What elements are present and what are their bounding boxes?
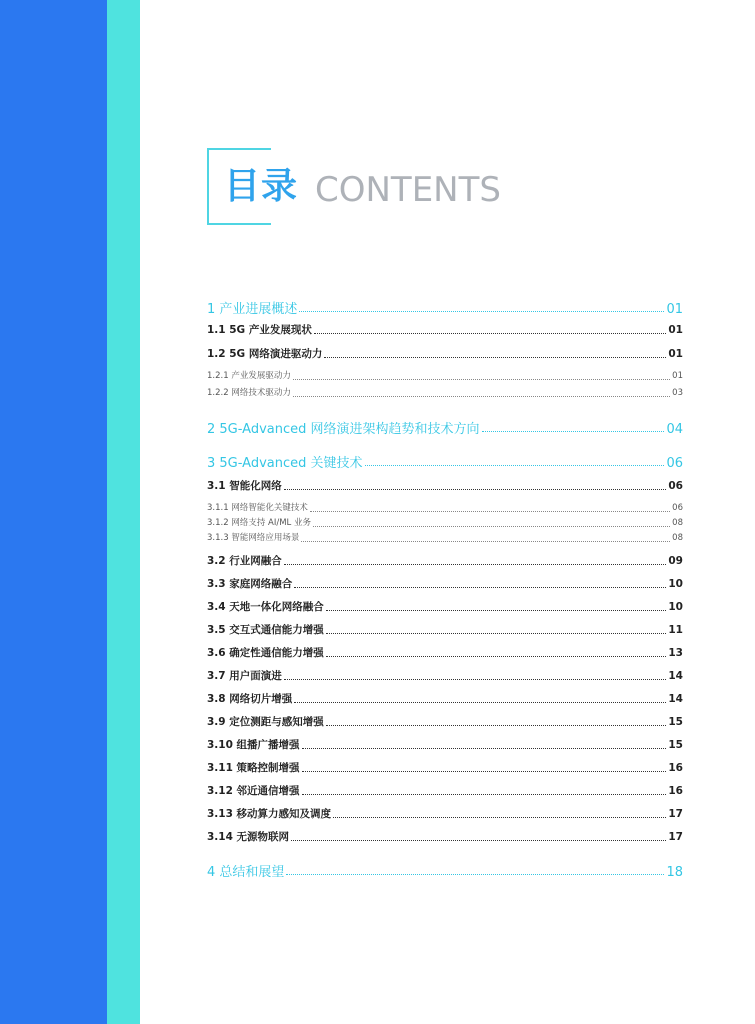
toc-entry-label: 3.1 智能化网络 <box>207 480 282 492</box>
toc-entry-page: 01 <box>668 348 683 360</box>
toc-entry-label: 3.8 网络切片增强 <box>207 693 293 705</box>
toc-dot-leader <box>314 333 667 334</box>
toc-entry-label: 3 5G-Advanced 关键技术 <box>207 456 363 471</box>
toc-entry-page: 11 <box>668 624 683 636</box>
toc-entry-label: 3.6 确定性通信能力增强 <box>207 647 324 659</box>
toc-dot-leader <box>286 874 664 875</box>
toc-entry-label: 1 产业进展概述 <box>207 302 298 317</box>
toc-entry-page: 10 <box>668 601 683 613</box>
toc-entry[interactable] <box>207 322 683 337</box>
toc-entry-label: 1.1 5G 产业发展现状 <box>207 324 312 336</box>
page-title-en: CONTENTS <box>315 170 501 210</box>
toc-dot-leader <box>326 725 667 726</box>
toc-entry-page: 16 <box>668 762 683 774</box>
toc-entry-page: 08 <box>672 518 683 528</box>
toc-entry[interactable] <box>207 691 683 706</box>
toc-entry-page: 16 <box>668 785 683 797</box>
toc-entry-page: 15 <box>668 739 683 751</box>
toc-entry[interactable] <box>207 501 683 513</box>
toc-dot-leader <box>324 357 666 358</box>
toc-entry-page: 17 <box>668 831 683 843</box>
toc-entry[interactable] <box>207 553 683 568</box>
toc-entry-label: 3.5 交互式通信能力增强 <box>207 624 324 636</box>
toc-dot-leader <box>302 771 667 772</box>
toc-entry-page: 13 <box>668 647 683 659</box>
toc-dot-leader <box>291 840 666 841</box>
toc-entry-page: 10 <box>668 578 683 590</box>
toc-entry-label: 3.10 组播广播增强 <box>207 739 300 751</box>
toc-entry-page: 17 <box>668 808 683 820</box>
toc-entry-page: 06 <box>666 456 683 471</box>
toc-entry[interactable] <box>207 668 683 683</box>
toc-entry[interactable] <box>207 714 683 729</box>
toc-entry[interactable] <box>207 806 683 821</box>
toc-entry-page: 18 <box>666 865 683 880</box>
toc-entry-page: 15 <box>668 716 683 728</box>
toc-entry-label: 2 5G-Advanced 网络演进架构趋势和技术方向 <box>207 422 480 437</box>
toc-entry[interactable] <box>207 861 683 880</box>
toc-entry[interactable] <box>207 298 683 317</box>
toc-dot-leader <box>482 431 665 432</box>
toc-entry[interactable] <box>207 516 683 528</box>
toc-dot-leader <box>326 656 667 657</box>
toc-dot-leader <box>293 379 670 380</box>
toc-entry-label: 1.2.2 网络技术驱动力 <box>207 388 291 398</box>
toc-entry[interactable] <box>207 478 683 493</box>
page-title-cn: 目录 <box>224 166 299 207</box>
toc-dot-leader <box>302 794 667 795</box>
toc-entry[interactable] <box>207 386 683 398</box>
toc-entry-label: 3.11 策略控制增强 <box>207 762 300 774</box>
toc-entry-page: 08 <box>672 533 683 543</box>
toc-dot-leader <box>326 633 667 634</box>
toc-entry-page: 01 <box>668 324 683 336</box>
toc-dot-leader <box>326 610 667 611</box>
toc-entry[interactable] <box>207 452 683 471</box>
toc-dot-leader <box>294 587 666 588</box>
toc-entry-page: 14 <box>668 693 683 705</box>
toc-entry[interactable] <box>207 599 683 614</box>
toc-entry-page: 14 <box>668 670 683 682</box>
toc-dot-leader <box>313 526 670 527</box>
toc-entry-page: 01 <box>666 302 683 317</box>
toc-entry-page: 06 <box>672 503 683 513</box>
toc-dot-leader <box>301 541 670 542</box>
toc-entry-label: 3.13 移动算力感知及调度 <box>207 808 332 820</box>
toc-entry-label: 3.9 定位测距与感知增强 <box>207 716 324 728</box>
toc-entry-label: 3.1.2 网络支持 AI/ML 业务 <box>207 518 311 528</box>
toc-dot-leader <box>284 679 667 680</box>
toc-entry[interactable] <box>207 645 683 660</box>
toc-entry[interactable] <box>207 760 683 775</box>
toc-dot-leader <box>293 396 670 397</box>
toc-entry[interactable] <box>207 576 683 591</box>
toc-entry-label: 3.1.1 网络智能化关键技术 <box>207 503 308 513</box>
toc-dot-leader <box>284 489 667 490</box>
toc-dot-leader <box>302 748 667 749</box>
toc-entry[interactable] <box>207 737 683 752</box>
toc-entry-label: 1.2.1 产业发展驱动力 <box>207 371 291 381</box>
toc-entry[interactable] <box>207 783 683 798</box>
toc-entry-label: 3.4 天地一体化网络融合 <box>207 601 324 613</box>
toc-dot-leader <box>365 465 665 466</box>
toc-entry[interactable] <box>207 829 683 844</box>
toc-entry-label: 3.3 家庭网络融合 <box>207 578 293 590</box>
toc-dot-leader <box>294 702 666 703</box>
left-cyan-band <box>107 0 140 1024</box>
toc-entry[interactable] <box>207 418 683 437</box>
left-blue-band <box>0 0 107 1024</box>
toc-entry-label: 1.2 5G 网络演进驱动力 <box>207 348 323 360</box>
toc-dot-leader <box>333 817 666 818</box>
toc-entry[interactable] <box>207 346 683 361</box>
toc-entry-page: 09 <box>668 555 683 567</box>
toc-entry[interactable] <box>207 369 683 381</box>
toc-entry-page: 04 <box>666 422 683 437</box>
toc-entry-label: 4 总结和展望 <box>207 865 285 880</box>
toc-entry-label: 3.1.3 智能网络应用场景 <box>207 533 300 543</box>
toc-dot-leader <box>284 564 667 565</box>
toc-entry-label: 3.14 无源物联网 <box>207 831 290 843</box>
toc-entry-page: 06 <box>668 480 683 492</box>
toc-entry-label: 3.2 行业网融合 <box>207 555 282 567</box>
toc-dot-leader <box>299 311 664 312</box>
toc-entry[interactable] <box>207 531 683 543</box>
toc-entry[interactable] <box>207 622 683 637</box>
toc-entry-label: 3.7 用户面演进 <box>207 670 282 682</box>
toc-entry-page: 03 <box>672 388 683 398</box>
toc-entry-label: 3.12 邻近通信增强 <box>207 785 300 797</box>
toc-entry-page: 01 <box>672 371 683 381</box>
toc-dot-leader <box>310 511 670 512</box>
